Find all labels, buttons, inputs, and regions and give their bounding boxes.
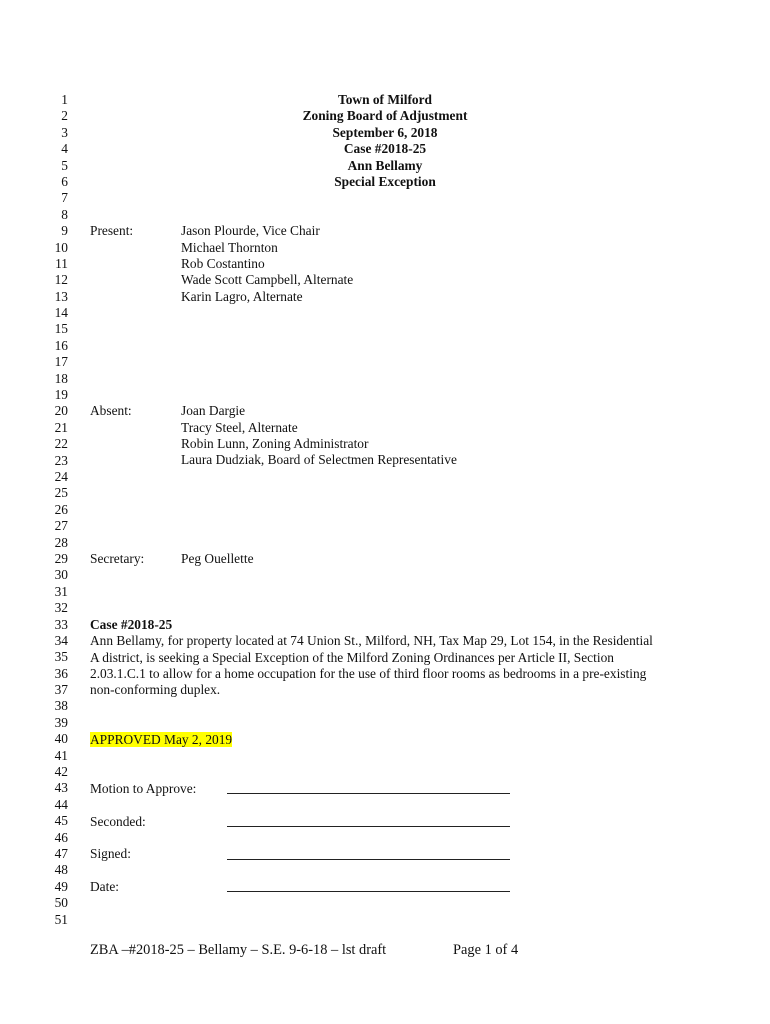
case-text-line: 2.03.1.C.1 to allow for a home occupation for the use of third floor rooms as bedrooms in a pre-existing <box>90 666 647 681</box>
line-number: 14 <box>54 305 68 321</box>
line-number: 19 <box>54 387 68 403</box>
header-case: Case #2018-25 <box>343 141 427 157</box>
absent-name: Laura Dudziak, Board of Selectmen Representative <box>181 452 457 468</box>
line-number: 8 <box>61 206 68 222</box>
case-text-line: non-conforming duplex. <box>90 682 221 698</box>
seconded-label: Seconded: <box>90 813 146 829</box>
signed-label: Signed: <box>90 846 131 862</box>
line-number: 35 <box>54 649 68 665</box>
present-label: Present: <box>90 223 134 239</box>
date-label: Date: <box>90 879 119 895</box>
line-number: 17 <box>54 354 68 370</box>
date-signature-line[interactable] <box>227 891 510 892</box>
header-date: September 6, 2018 <box>332 124 438 140</box>
line-number: 47 <box>54 845 68 861</box>
line-number: 36 <box>54 665 68 681</box>
footer-document-id: ZBA –#2018-25 – Bellamy – S.E. 9-6-18 – lst draft <box>90 942 387 958</box>
present-name: Wade Scott Campbell, Alternate <box>181 272 354 288</box>
header-board: Zoning Board of Adjustment <box>302 108 468 124</box>
absent-name: Robin Lunn, Zoning Administrator <box>181 436 369 451</box>
line-number: 28 <box>54 534 68 550</box>
present-name: Karin Lagro, Alternate <box>181 288 303 304</box>
line-number: 38 <box>54 698 68 714</box>
present-name: Michael Thornton <box>181 239 278 255</box>
secretary-label: Secretary: <box>90 551 145 567</box>
line-number: 27 <box>54 518 68 534</box>
line-number: 18 <box>54 370 68 386</box>
secretary-name: Peg Ouellette <box>181 551 254 567</box>
line-numbers <box>40 92 68 928</box>
absent-label: Absent: <box>90 403 132 419</box>
line-number: 11 <box>55 255 68 271</box>
line-number: 23 <box>54 452 68 468</box>
footer-page-number: Page 1 of 4 <box>453 942 519 958</box>
signed-signature-line[interactable] <box>227 859 510 860</box>
absent-name: Joan Dargie <box>181 403 246 419</box>
line-number: 16 <box>54 337 68 353</box>
line-number: 40 <box>54 731 68 747</box>
header-town: Town of Milford <box>338 92 432 107</box>
line-number: 39 <box>54 714 68 730</box>
line-number: 13 <box>54 288 68 304</box>
line-number: 33 <box>54 616 68 632</box>
line-number: 10 <box>54 239 68 255</box>
line-number: 45 <box>54 813 68 829</box>
motion-label: Motion to Approve: <box>90 780 197 796</box>
line-number: 4 <box>61 141 68 157</box>
line-number: 22 <box>54 436 68 452</box>
line-number: 43 <box>54 780 68 796</box>
line-number: 15 <box>54 321 68 337</box>
line-number: 42 <box>54 764 68 780</box>
line-number: 29 <box>54 550 68 566</box>
line-number: 46 <box>54 829 68 845</box>
line-number: 7 <box>61 190 68 206</box>
line-number: 26 <box>54 501 68 517</box>
line-number: 34 <box>54 632 68 648</box>
approved-highlight: APPROVED May 2, 2019 <box>90 731 233 747</box>
case-text-line: A district, is seeking a Special Exception of the Milford Zoning Ordinances per Article II, Section <box>90 649 614 665</box>
line-number: 6 <box>61 173 68 189</box>
seconded-signature-line[interactable] <box>227 826 510 827</box>
motion-signature-line[interactable] <box>227 793 510 794</box>
line-number: 1 <box>61 92 68 107</box>
line-number: 24 <box>54 468 68 484</box>
present-name: Rob Costantino <box>181 256 265 271</box>
line-number: 37 <box>54 682 68 698</box>
line-number: 31 <box>54 583 68 599</box>
header-type: Special Exception <box>334 174 436 189</box>
line-number: 25 <box>54 485 68 501</box>
line-number: 44 <box>54 796 68 812</box>
line-number: 32 <box>54 600 68 616</box>
line-number: 2 <box>61 108 68 124</box>
line-number: 49 <box>54 878 68 894</box>
header-applicant: Ann Bellamy <box>347 157 423 173</box>
line-number: 3 <box>61 124 68 140</box>
line-number: 41 <box>54 747 68 763</box>
line-number: 30 <box>54 567 68 583</box>
case-text-line: Ann Bellamy, for property located at 74 Union St., Milford, NH, Tax Map 29, Lot 154, in the Residential <box>90 633 653 649</box>
line-number: 12 <box>54 272 68 288</box>
case-title: Case #2018-25 <box>90 616 173 632</box>
line-number: 5 <box>61 157 68 173</box>
absent-name: Tracy Steel, Alternate <box>181 419 298 435</box>
line-number: 50 <box>54 895 68 911</box>
line-number: 48 <box>54 862 68 878</box>
line-number: 21 <box>54 419 68 435</box>
present-name: Jason Plourde, Vice Chair <box>181 223 320 239</box>
line-number: 20 <box>54 403 68 419</box>
line-number: 9 <box>61 223 68 239</box>
line-number: 51 <box>54 911 68 927</box>
